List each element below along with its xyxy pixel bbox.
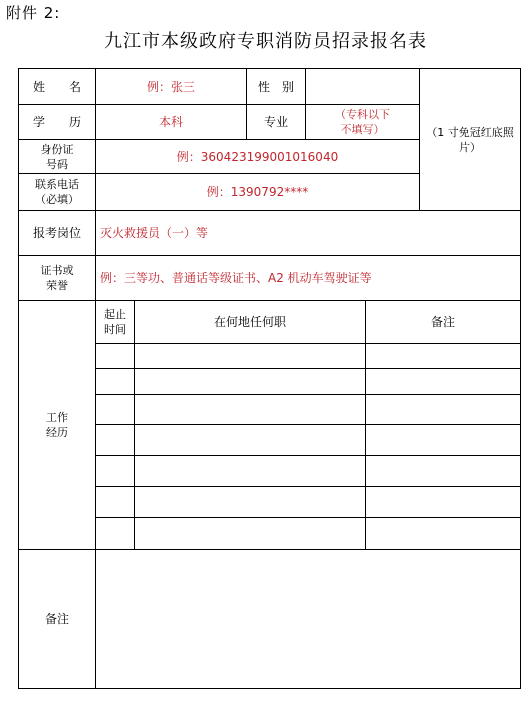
work-row-6-place[interactable] xyxy=(135,487,365,517)
work-row-5-period[interactable] xyxy=(96,456,134,486)
work-row-1-remarks[interactable] xyxy=(366,344,520,368)
phone-label: 联系电话 （必填） xyxy=(35,178,79,206)
education-field[interactable]: 本科 xyxy=(158,115,183,129)
work-remarks-header: 备注 xyxy=(430,315,455,329)
work-row-6-remarks[interactable] xyxy=(366,487,520,517)
position-field[interactable]: 灭火救援员（一）等 xyxy=(100,226,209,240)
certificate-label: 证书或 荣誉 xyxy=(40,264,74,292)
form-title: 九江市本级政府专职消防员招录报名表 xyxy=(104,31,427,52)
work-experience-label: 工作 经历 xyxy=(46,411,68,439)
work-row-7-remarks[interactable] xyxy=(366,518,520,549)
work-row-1-place[interactable] xyxy=(135,344,365,368)
work-row-5-remarks[interactable] xyxy=(366,456,520,486)
id-field[interactable]: 例：360423199001016040 xyxy=(176,149,339,164)
major-label: 专业 xyxy=(263,115,288,129)
name-label: 姓 名 xyxy=(32,79,81,94)
work-row-7-place[interactable] xyxy=(135,518,365,549)
work-row-4-place[interactable] xyxy=(135,425,365,455)
attachment-label: 附件 2: xyxy=(6,4,61,22)
name-field[interactable]: 例：张三 xyxy=(146,79,195,94)
work-row-3-place[interactable] xyxy=(135,395,365,424)
work-place-header: 在何地任何职 xyxy=(213,315,286,329)
work-row-3-period[interactable] xyxy=(96,395,134,424)
work-row-1-period[interactable] xyxy=(96,344,134,368)
work-row-4-period[interactable] xyxy=(96,425,134,455)
work-period-header: 起止 时间 xyxy=(104,308,126,336)
gender-field[interactable] xyxy=(306,69,419,104)
education-label: 学 历 xyxy=(32,115,81,129)
work-row-7-period[interactable] xyxy=(96,518,134,549)
work-row-5-place[interactable] xyxy=(135,456,365,486)
work-row-2-period[interactable] xyxy=(96,369,134,394)
remarks-field[interactable] xyxy=(96,550,520,688)
certificate-field[interactable]: 例：三等功、普通话等级证书、A2 机动车驾驶证等 xyxy=(100,271,372,285)
remarks-label: 备注 xyxy=(44,612,69,626)
work-row-3-remarks[interactable] xyxy=(366,395,520,424)
work-row-2-remarks[interactable] xyxy=(366,369,520,394)
work-row-6-period[interactable] xyxy=(96,487,134,517)
id-label: 身份证 号码 xyxy=(40,142,74,171)
major-field[interactable]: （专科以下 不填写） xyxy=(335,108,390,136)
phone-field[interactable]: 例：1390792**** xyxy=(206,185,309,199)
position-label: 报考岗位 xyxy=(32,226,81,240)
work-row-2-place[interactable] xyxy=(135,369,365,394)
photo-placeholder[interactable]: （1 寸免冠红底照 片） xyxy=(426,125,514,154)
gender-label: 性 别 xyxy=(257,79,294,94)
work-row-4-remarks[interactable] xyxy=(366,425,520,455)
